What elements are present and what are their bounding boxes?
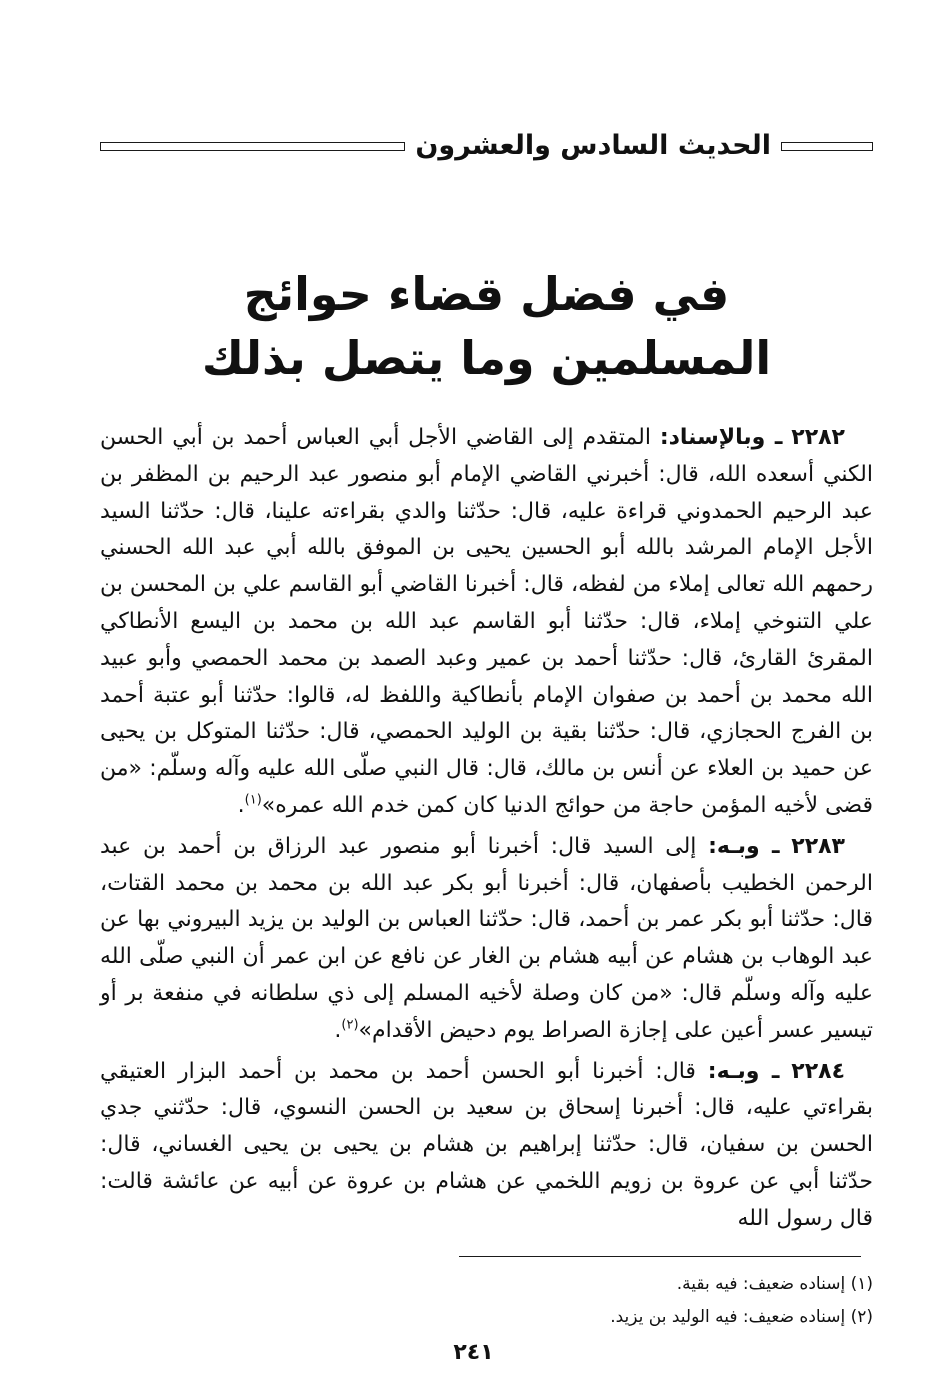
sentence-end: . xyxy=(237,792,245,818)
footnote-divider xyxy=(459,1256,861,1257)
header-title: الحديث السادس والعشرون xyxy=(415,130,771,161)
hadith-paragraph xyxy=(100,829,873,1050)
footnotes xyxy=(100,1268,873,1334)
hadith-number: ٢٢٨٣ xyxy=(791,833,845,859)
hadith-paragraph xyxy=(100,1054,873,1238)
footnote-marker: (٢) xyxy=(341,1017,359,1033)
header-rule-right xyxy=(781,142,873,151)
hadith-text: إلى السيد قال: أخبرنا أبو منصور عبد الرزاق بن أحمد بن عبد الرحمن الخطيب بأصفهان، قال: أخبرنا أبو بكر عبد الله بن محمد بن محمد القتات، قال: حدّثنا أبو بكر عمر بن أحمد، قال: حدّثنا العباس بن الوليد بن يزيد البيروني بها عن عبد الوهاب بن هشام عن أبيه هشام بن الغار عن نافع عن ابن عمر أن النبي صلّى الله عليه وآله وسلّم قال: «من كان وصلة لأخيه المسلم إلى ذي سلطانه في منفعة بر أو تيسير عسر أعين على إجازة الصراط يوم دحيض الأقدام» xyxy=(100,833,873,1043)
footnote-2: (٢) إسناده ضعيف: فيه الوليد بن يزيد. xyxy=(610,1307,873,1327)
footnote-marker: (١) xyxy=(244,792,262,808)
body-text xyxy=(100,420,873,1242)
chapter-title xyxy=(100,262,873,390)
chapter-title-line-1: في فضل قضاء حوائج xyxy=(243,267,730,321)
hadith-lead: ـ وبـه: xyxy=(708,833,780,859)
hadith-lead: ـ وبـه: xyxy=(707,1058,780,1084)
page-number: ٢٤١ xyxy=(453,1340,494,1365)
hadith-paragraph xyxy=(100,420,873,825)
chapter-title-line-2: المسلمين وما يتصل بذلك xyxy=(201,331,772,385)
header-rule-left xyxy=(100,142,405,151)
sentence-end: . xyxy=(334,1017,342,1043)
hadith-number: ٢٢٨٢ xyxy=(791,425,845,450)
hadith-text: قال: أخبرنا أبو الحسن أحمد بن محمد بن أحمد البزار العتيقي بقراءتي عليه، قال: أخبرنا إسحاق بن سعيد بن الحسن النسوي، قال: حدّثني جدي الحسن بن سفيان، قال: حدّثنا إبراهيم بن هشام بن يحيى بن يحيى الغساني، قال: حدّثنا أبي عن عروة بن زويم اللخمي عن هشام بن عروة عن أبيه عن عائشة قالت: قال رسول الله xyxy=(100,1058,873,1231)
hadith-text: المتقدم إلى القاضي الأجل أبي العباس أحمد بن أبي الحسن الكني أسعده الله، قال: أخبرني القاضي الإمام أبو منصور عبد الرحيم بن المظفر بن عبد الرحيم الحمدوني قراءة عليه، قال: حدّثنا والدي بقراءته علينا، قال: حدّثنا السيد الأجل الإمام المرشد بالله أبو الحسين يحيى بن الموفق بالله أبي عبد الله الحسني رحمهم الله تعالى إملاء من لفظه، قال: أخبرنا القاضي أبو القاسم علي بن المحسن بن علي التنوخي إملاء، قال: حدّثنا أبو القاسم عبد الله بن محمد بن اليسع الأنطاكي المقرئ القارئ، قال: حدّثنا أحمد بن عمير وعبد الصمد بن محمد الحمصي وأبو عبيد الله محمد بن أحمد بن صفوان الإمام بأنطاكية واللفظ له، قالوا: حدّثنا أبو عتبة أحمد بن الفرج الحجازي، قال: حدّثنا بقية بن الوليد الحمصي، قال: حدّثنا المتوكل بن يحيى عن حميد بن العلاء عن أنس بن مالك، قال: قال النبي صلّى الله عليه وآله وسلّم: «من قضى لأخيه المؤمن حاجة من حوائج الدنيا كان كمن خدم الله عمره» xyxy=(100,425,873,818)
hadith-number: ٢٢٨٤ xyxy=(791,1058,845,1084)
footnote-1: (١) إسناده ضعيف: فيه بقية. xyxy=(676,1274,873,1294)
running-header xyxy=(100,126,873,166)
hadith-lead: ـ وبالإسناد: xyxy=(659,425,783,450)
